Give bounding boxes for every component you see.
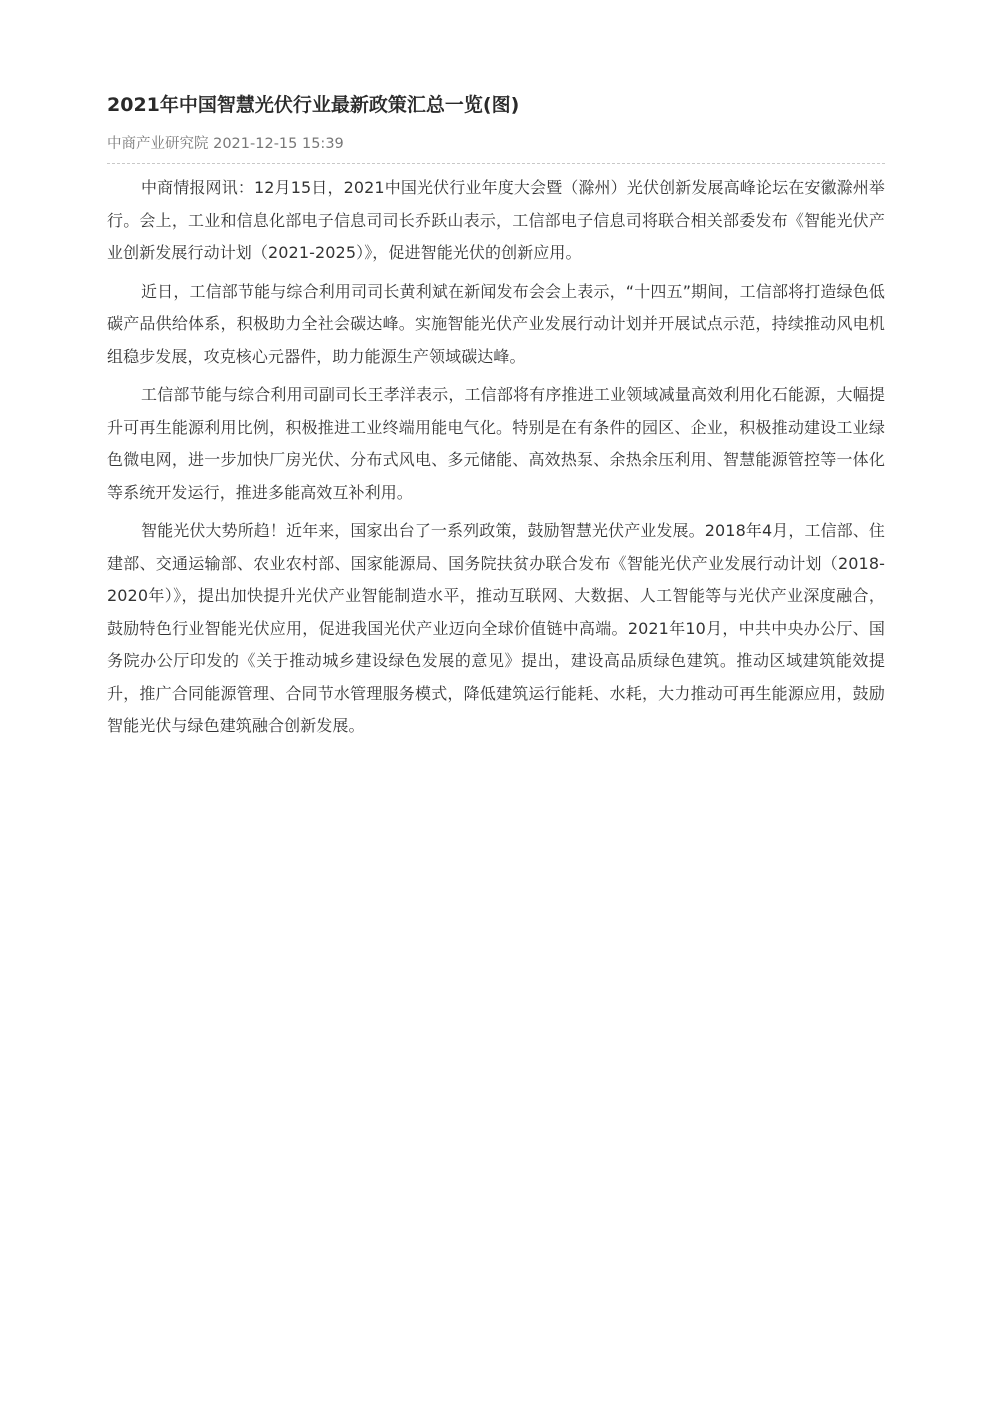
- article-datetime: 2021-12-15 15:39: [213, 136, 344, 152]
- article-source: 中商产业研究院: [107, 136, 209, 152]
- article-body: [107, 172, 885, 743]
- article-paragraph: 工信部节能与综合利用司副司长王孝洋表示，工信部将有序推进工业领域减量高效利用化石能源，大幅提升可再生能源利用比例，积极推进工业终端用能电气化。特别是在有条件的园区、企业，积极推动建设工业绿色微电网，进一步加快厂房光伏、分布式风电、多元储能、高效热泵、余热余压利用、智慧能源管控等一体化等系统开发运行，推进多能高效互补利用。: [107, 385, 885, 502]
- article-title: 2021年中国智慧光伏行业最新政策汇总一览(图): [107, 94, 520, 116]
- title-divider: [107, 163, 885, 164]
- article-paragraph: 近日，工信部节能与综合利用司司长黄利斌在新闻发布会会上表示，“十四五”期间，工信部将打造绿色低碳产品供给体系，积极助力全社会碳达峰。实施智能光伏产业发展行动计划并开展试点示范，持续推动风电机组稳步发展，攻克核心元器件，助力能源生产领域碳达峰。: [107, 281, 885, 366]
- article-meta: [107, 134, 885, 154]
- article-paragraph: 智能光伏大势所趋！近年来，国家出台了一系列政策，鼓励智慧光伏产业发展。2018年4月，工信部、住建部、交通运输部、农业农村部、国家能源局、国务院扶贫办联合发布《智能光伏产业发展行动计划（2018-2020年）》，提出加快提升光伏产业智能制造水平，推动互联网、大数据、人工智能等与光伏产业深度融合，鼓励特色行业智能光伏应用，促进我国光伏产业迈向全球价值链中高端。2021年10月，中共中央办公厅、国务院办公厅印发的《关于推动城乡建设绿色发展的意见》提出，建设高品质绿色建筑。推动区域建筑能效提升，推广合同能源管理、合同节水管理服务模式，降低建筑运行能耗、水耗，大力推动可再生能源应用，鼓励智能光伏与绿色建筑融合创新发展。: [107, 521, 885, 735]
- article-paragraph: 中商情报网讯：12月15日，2021中国光伏行业年度大会暨（滁州）光伏创新发展高峰论坛在安徽滁州举行。会上，工业和信息化部电子信息司司长乔跃山表示，工信部电子信息司将联合相关部委发布《智能光伏产业创新发展行动计划（2021-2025）》，促进智能光伏的创新应用。: [107, 178, 885, 262]
